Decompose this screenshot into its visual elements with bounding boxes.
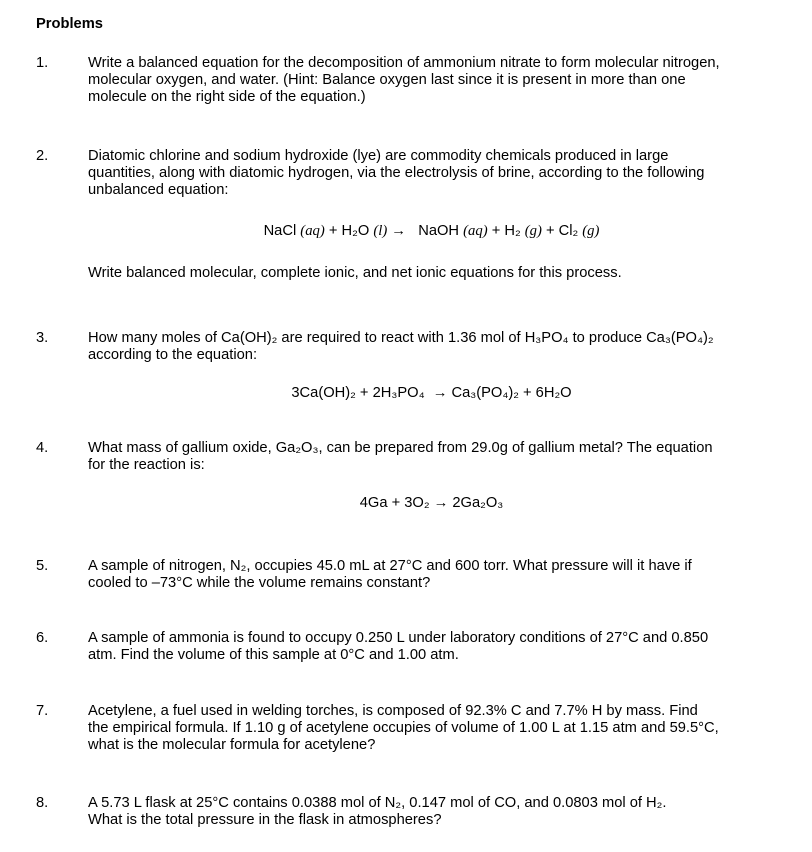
problem-body bbox=[88, 703, 775, 754]
problem-body bbox=[88, 440, 775, 512]
page-title: Problems bbox=[36, 16, 103, 32]
problem-text-after-equation bbox=[88, 265, 775, 282]
problem-text bbox=[88, 55, 775, 106]
text-line: What is the total pressure in the flask in atmospheres? bbox=[88, 812, 442, 828]
text-line: molecular oxygen, and water. (Hint: Balance oxygen last since it is present in more than one bbox=[88, 72, 686, 88]
problem-number: 5. bbox=[36, 558, 49, 574]
problem-6 bbox=[36, 630, 776, 664]
problem-number: 6. bbox=[36, 630, 49, 646]
problem-body bbox=[88, 330, 775, 402]
equation-run: + H₂ bbox=[487, 223, 525, 239]
text-line: A sample of nitrogen, N₂, occupies 45.0 mL at 27°C and 600 torr. What pressure will it have if bbox=[88, 558, 692, 574]
problem-2 bbox=[36, 148, 776, 282]
text-line: unbalanced equation: bbox=[88, 182, 229, 198]
problem-text bbox=[88, 558, 775, 592]
problem-body bbox=[88, 148, 775, 282]
problem-number: 8. bbox=[36, 795, 49, 811]
problem-number: 1. bbox=[36, 55, 49, 71]
problem-text bbox=[88, 148, 775, 199]
chemical-equation-brine-electrolysis bbox=[88, 223, 775, 240]
text-line: what is the molecular formula for acetylene? bbox=[88, 737, 376, 753]
problem-body bbox=[88, 558, 775, 592]
problem-4 bbox=[36, 440, 776, 512]
text-line: according to the equation: bbox=[88, 347, 258, 363]
equation-run: (g) bbox=[582, 223, 600, 239]
text-line: quantities, along with diatomic hydrogen, via the electrolysis of brine, according to the following bbox=[88, 165, 705, 181]
text-line: molecule on the right side of the equation.) bbox=[88, 89, 366, 105]
text-line: atm. Find the volume of this sample at 0°C and 1.00 atm. bbox=[88, 647, 459, 663]
text-line: Acetylene, a fuel used in welding torches, is composed of 92.3% C and 7.7% H by mass. Find bbox=[88, 703, 698, 719]
problem-body bbox=[88, 55, 775, 106]
problem-body bbox=[88, 630, 775, 664]
problem-text bbox=[88, 440, 775, 474]
problem-5 bbox=[36, 558, 776, 592]
equation-run: NaCl bbox=[263, 223, 301, 239]
text-line: Diatomic chlorine and sodium hydroxide (lye) are commodity chemicals produced in large bbox=[88, 148, 669, 164]
equation-run: (g) bbox=[524, 223, 542, 239]
equation-run: + H₂O bbox=[324, 223, 374, 239]
text-line: What mass of gallium oxide, Ga₂O₃, can be prepared from 29.0g of gallium metal? The equation bbox=[88, 440, 713, 456]
problem-8 bbox=[36, 795, 776, 829]
problem-body bbox=[88, 795, 775, 829]
problem-number: 2. bbox=[36, 148, 49, 164]
text-line: A sample of ammonia is found to occupy 0.250 L under laboratory conditions of 27°C and 0.850 bbox=[88, 630, 709, 646]
chemical-equation-calcium-phosphate: 3Ca(OH)₂ + 2H₃PO₄ → Ca₃(PO₄)₂ + 6H₂O bbox=[291, 385, 572, 401]
text-line: Write a balanced equation for the decomposition of ammonium nitrate to form molecular nitrogen, bbox=[88, 55, 720, 71]
problem-text bbox=[88, 795, 775, 829]
problem-3 bbox=[36, 330, 776, 402]
equation-run: + Cl₂ bbox=[541, 223, 583, 239]
problem-text bbox=[88, 330, 775, 364]
equation-run: → NaOH bbox=[387, 223, 464, 239]
text-line: Write balanced molecular, complete ionic, and net ionic equations for this process. bbox=[88, 265, 622, 281]
text-line: the empirical formula. If 1.10 g of acetylene occupies of volume of 1.00 L at 1.15 atm and 59.5°C, bbox=[88, 720, 719, 736]
problem-number: 3. bbox=[36, 330, 49, 346]
problem-number: 7. bbox=[36, 703, 49, 719]
problem-7 bbox=[36, 703, 776, 754]
text-line: for the reaction is: bbox=[88, 457, 205, 473]
problem-number: 4. bbox=[36, 440, 49, 456]
equation-run: (aq) bbox=[300, 223, 325, 239]
text-line: A 5.73 L flask at 25°C contains 0.0388 mol of N₂, 0.147 mol of CO, and 0.0803 mol of H₂. bbox=[88, 795, 667, 811]
equation-run: (l) bbox=[373, 223, 388, 239]
problem-text bbox=[88, 703, 775, 754]
text-line: How many moles of Ca(OH)₂ are required to react with 1.36 mol of H₃PO₄ to produce Ca₃(PO₄)₂ bbox=[88, 330, 714, 346]
chemical-equation-gallium-oxide: 4Ga + 3O₂ → 2Ga₂O₃ bbox=[359, 495, 504, 511]
equation-run: (aq) bbox=[463, 223, 488, 239]
problem-text bbox=[88, 630, 775, 664]
text-line: cooled to –73°C while the volume remains constant? bbox=[88, 575, 431, 591]
problem-1 bbox=[36, 55, 776, 106]
